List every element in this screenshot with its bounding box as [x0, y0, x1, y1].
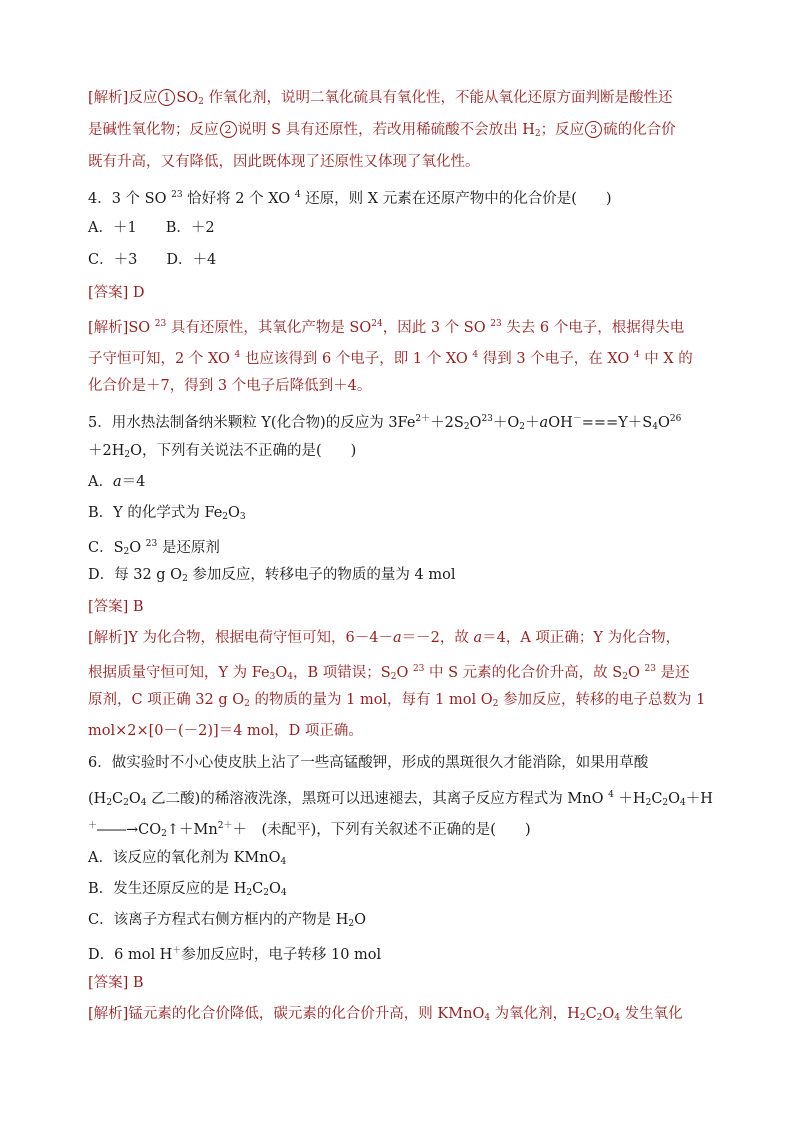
analysis-q3-line-3: 既有升高，又有降低，因此既体现了还原性又体现了氧化性。 — [88, 154, 480, 170]
analysis-q4-line-3: 化合价是＋7，得到 3 个电子后降低到＋4。 — [88, 378, 372, 394]
question-4-options-ab: A．＋1 B．＋2 — [88, 220, 215, 236]
question-6-option-a: A．该反应的氧化剂为 KMnO$_4$ — [88, 850, 287, 867]
question-4-stem: 4．3 个 SO $^{23}$ 恰好将 2 个 XO $^4$ 还原，则 X 元素在还原产物中的化合价是( ) — [88, 190, 612, 207]
question-5-option-b: B．Y 的化学式为 $Fe_2O_3$ — [88, 505, 246, 522]
answer-q6: [答案] B — [88, 975, 144, 991]
question-6-stem-2: ($H_2C_2O_4$ 乙二酸)的稀溶液洗涤，黑斑可以迅速褪去，其离子反应方程式为 MnO $^4 +H_2C_2O_4+H$ — [88, 790, 713, 808]
question-6-stem-3: $^+――\to CO_2↑+Mn^{2+}+$ (未配平)，下列有关叙述不正确的是( ) — [88, 821, 531, 839]
analysis-q6-line-1: [解析]锰元素的化合价降低，碳元素的化合价升高，则 KMnO$_4$ 为氧化剂，$H_2C_2O_4$ 发生氧化 — [88, 1006, 683, 1023]
analysis-q3-line-2: 是碱性氧化物；反应 2 说明 S 具有还原性，若改用稀硫酸不会放出 $H_2$；反应 3 硫的化合价 — [88, 122, 676, 139]
question-4-options-cd: C．＋3 D．＋4 — [88, 252, 217, 268]
analysis-q5-line-2: 根据质量守恒可知，Y 为 $Fe_3O_4$，B 项错误；$S_2O$ $^{23}$ 中 S 元素的化合价升高，故 $S_2O$ $^{23}$ 是还 — [88, 664, 690, 682]
analysis-q4-line-1: [解析]SO $^{23}$ 具有还原性，其氧化产物是 SO$^{24}$，因此 3 个 SO $^{23}$ 失去 6 个电子，根据得失电 — [88, 319, 685, 336]
question-6-option-c: C．该离子方程式右侧方框内的产物是 $H_2O$ — [88, 912, 366, 929]
question-5-stem-2: $+2H_2O$，下列有关说法不正确的是( ) — [88, 443, 357, 460]
analysis-q4-line-2: 子守恒可知，2 个 XO $^4$ 也应该得到 6 个电子，即 1 个 XO $^4$ 得到 3 个电子，在 XO $^4$ 中 X 的 — [88, 350, 693, 367]
question-5-option-a: A．a＝4 — [88, 474, 146, 490]
answer-q5: [答案] B — [88, 599, 144, 615]
analysis-q5-line-3: 原剂，C 项正确 32 g $O_2$ 的物质的量为 1 mol，每有 1 mol $O_2$ 参加反应，转移的电子总数为 1 — [88, 692, 706, 709]
question-5-stem-1: 5．用水热法制备纳米颗粒 Y(化合物)的反应为 $3Fe^{2+}+2S_2O^{23}+O_2+aOH^-===Y+S_4O^{26}$ — [88, 414, 682, 432]
question-6-option-b: B．发生还原反应的是 $H_2C_2O_4$ — [88, 881, 287, 898]
question-5-option-c: C．$S_2O$ $^{23}$ 是还原剂 — [88, 539, 220, 557]
question-6-option-d: D．6 mol H＋参加反应时，电子转移 10 mol — [88, 946, 382, 963]
question-6-stem-1: 6．做实验时不小心使皮肤上沾了一些高锰酸钾，形成的黑斑很久才能消除，如果用草酸 — [88, 755, 649, 771]
analysis-q3-line-1: [解析]反应 1 $SO_2$ 作氧化剂，说明二氧化硫具有氧化性，不能从氧化还原方面判断是酸性还 — [88, 90, 673, 107]
answer-q4: [答案] D — [88, 285, 145, 301]
question-5-option-d: D．每 32 g $O_2$ 参加反应，转移电子的物质的量为 4 mol — [88, 567, 456, 584]
analysis-q5-line-4: mol×2×[0－(－2)]＝4 mol，D 项正确。 — [88, 723, 363, 739]
analysis-q5-line-1: [解析]Y 为化合物，根据电荷守恒可知，6－4－a＝－2，故 a＝4，A 项正确；Y 为化合物， — [88, 630, 681, 646]
